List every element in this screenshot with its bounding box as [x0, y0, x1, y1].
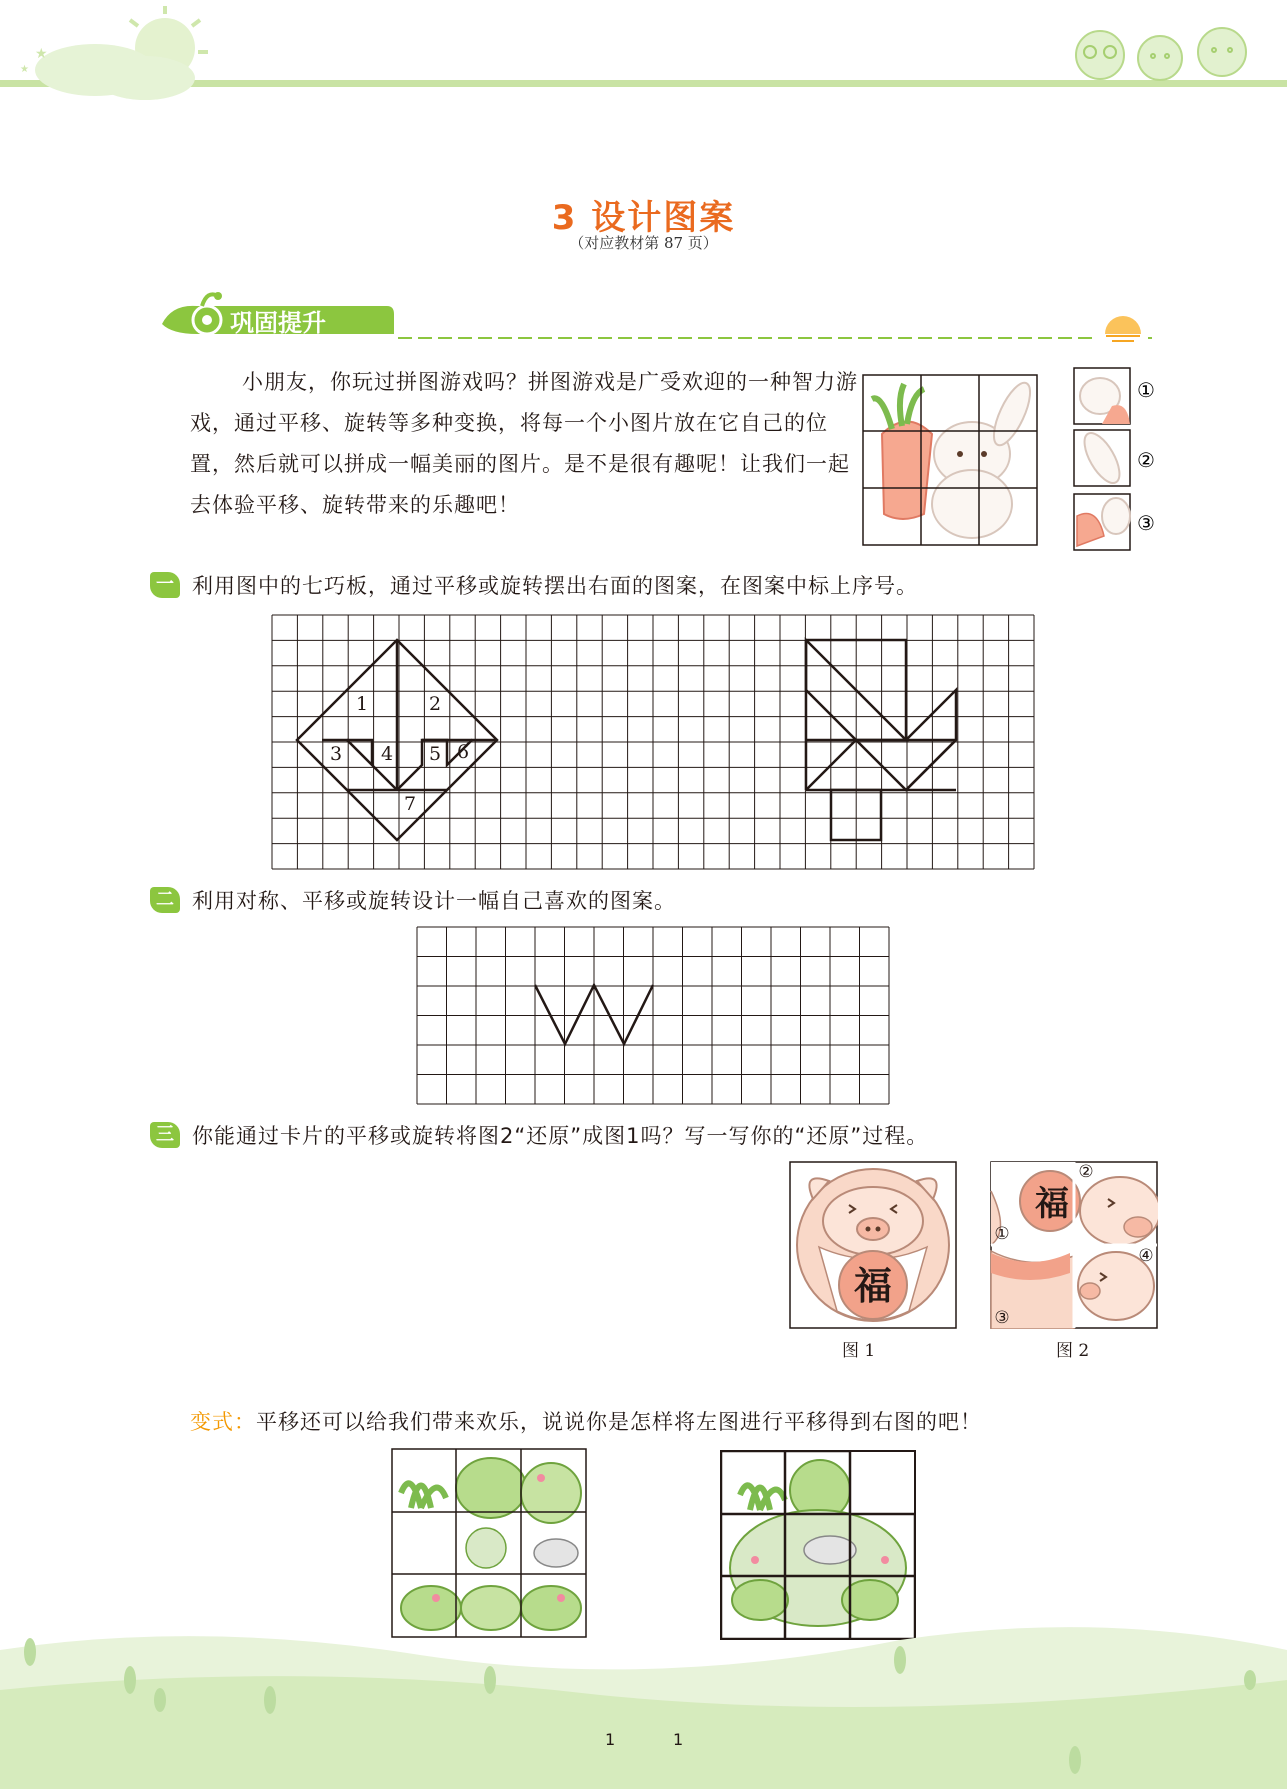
intro-text: 小朋友，你玩过拼图游戏吗？拼图游戏是广受欢迎的一种智力游戏，通过平移、旋转等多种变换，将每一个小图片放在它自己的位置，然后就可以拼成一幅美丽的图片。是不是很有趣呢！让我们一起去体验平移、旋转带来的乐趣吧！	[190, 370, 858, 517]
fig2-label-1: ①	[994, 1224, 1010, 1244]
question-3-number: 三	[150, 1122, 180, 1148]
fig2-fu-partial: 福	[1035, 1184, 1069, 1224]
question-2-number: 二	[150, 887, 180, 913]
tangram-label-7: 7	[403, 793, 417, 815]
figure-2-scrambled-pig	[990, 1161, 1158, 1329]
page-number-right: 1	[673, 1730, 684, 1749]
rabbit-puzzle	[862, 374, 1038, 546]
intro-paragraph	[190, 362, 860, 526]
tangram-square	[297, 640, 497, 840]
piece-3	[1074, 494, 1130, 550]
section-rule	[398, 304, 1158, 344]
variant-text: 平移还可以给我们带来欢乐，说说你是怎样将左图进行平移得到右图的吧！	[256, 1410, 982, 1434]
question-3	[150, 1120, 928, 1150]
question-1-number: 一	[150, 572, 180, 598]
svg-text:★: ★	[20, 64, 29, 75]
tangram-target-shape	[806, 640, 956, 840]
fig2-label-4: ④	[1138, 1246, 1154, 1266]
variant-question	[190, 1406, 982, 1436]
question-1-text: 利用图中的七巧板，通过平移或旋转摆出右面的图案，在图案中标上序号。	[192, 574, 918, 598]
figure-1-pig	[789, 1161, 957, 1329]
fu-character: 福	[853, 1263, 893, 1308]
rabbit-illustration	[872, 378, 1037, 538]
piece-label-2: ②	[1137, 448, 1155, 472]
question-3-text: 你能通过卡片的平移或旋转将图2“还原”成图1吗？写一写你的“还原”过程。	[192, 1124, 929, 1148]
page-title: 3 设计图案	[551, 198, 736, 238]
piece-1	[1074, 368, 1130, 424]
svg-text:★: ★	[35, 46, 48, 62]
tangram-label-1: 1	[355, 693, 369, 715]
footer-landscape-decoration	[0, 1600, 1287, 1789]
sun-cloud-decoration	[20, 6, 208, 100]
piece-label-3: ③	[1137, 511, 1155, 535]
piece-2	[1074, 428, 1130, 488]
design-grid	[416, 926, 890, 1106]
question-1	[150, 570, 918, 600]
tangram-label-2: 2	[428, 693, 442, 715]
puzzle-pieces	[1072, 366, 1162, 556]
figure-1-caption: 图 1	[842, 1341, 876, 1361]
fig2-label-2: ②	[1078, 1162, 1094, 1182]
fig2-quadrant-top-right	[1080, 1177, 1158, 1245]
tangram-grid	[270, 612, 1036, 870]
animal-faces-decoration	[1076, 28, 1246, 80]
fig2-label-3: ③	[994, 1308, 1010, 1328]
page-number-left: 1	[605, 1730, 616, 1749]
question-2-text: 利用对称、平移或旋转设计一幅自己喜欢的图案。	[192, 889, 676, 913]
tangram-label-6: 6	[456, 741, 470, 763]
section-label: 巩固提升	[230, 309, 326, 337]
figure-2-caption: 图 2	[1056, 1341, 1090, 1361]
header-decoration	[0, 0, 1287, 110]
variant-lead: 变式：	[190, 1410, 256, 1434]
tangram-label-4: 4	[380, 743, 394, 765]
piece-label-1: ①	[1137, 378, 1155, 402]
question-2	[150, 885, 676, 915]
design-grid-lines	[417, 927, 889, 1104]
page-subtitle: （对应教材第 87 页）	[569, 234, 718, 252]
tangram-label-3: 3	[329, 743, 343, 765]
tangram-label-5: 5	[428, 743, 442, 765]
